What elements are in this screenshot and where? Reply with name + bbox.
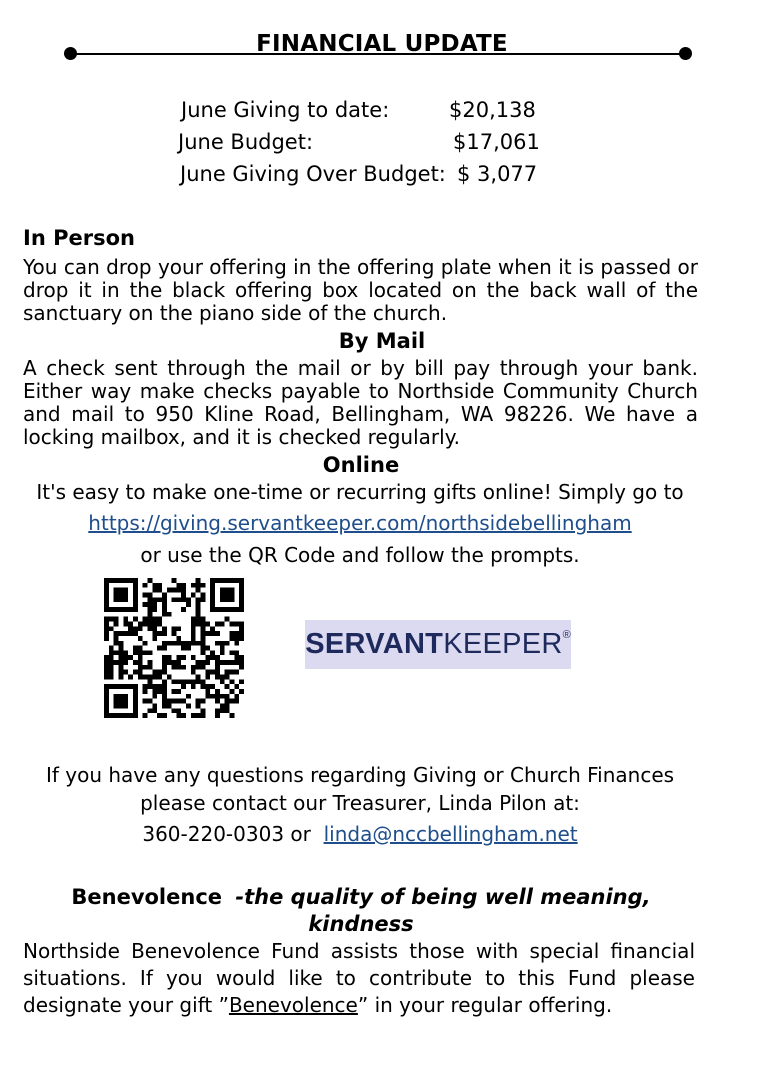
benevolence-tagline: -the quality of being well meaning, [235,885,651,909]
servantkeeper-logo: SERVANT KEEPER ® [305,620,571,669]
contact-line-3 [0,821,720,847]
over-budget-value: $ 3,077 [457,162,538,186]
online-url-line [0,510,720,536]
benevolence-keyword: Benevolence [228,993,358,1017]
benevolence-heading-line [0,884,722,910]
benevolence-tagline-2: kindness [308,912,414,936]
qr-code[interactable] [104,578,244,718]
budget-value: $17,061 [453,130,540,154]
in-person-text: You can drop your offering in the offering plate when it is passed or drop it in the black offering box located on the back wall of the sanctuary on the piano side of the church. [23,255,698,325]
contact-line-1: If you have any questions regarding Giving or Church Finances [45,763,675,787]
budget-label: June Budget: [178,130,314,154]
online-heading: Online [322,453,400,477]
benevolence-heading: Benevolence [71,885,223,909]
benevolence-text: Northside Benevolence Fund assists those with special financial situations. If you would like to contribute to this Fund please designate your gift ”Benevolence” in your regular offering. [23,939,695,1017]
online-qr-instructions: or use the QR Code and follow the prompts. [140,543,580,567]
by-mail-heading: By Mail [338,329,426,353]
giving-to-date-value: $20,138 [449,98,536,122]
page-title: FINANCIAL UPDATE [256,31,508,57]
in-person-heading: In Person [23,226,135,250]
giving-link[interactable]: https://giving.servantkeeper.com/northsidebellingham [88,511,632,535]
by-mail-text: A check sent through the mail or by bill pay through your bank. Either way make checks payable to Northside Community Church and mail to 950 Kline Road, Bellingham, WA 98226. We have a locking mailbox, and it is checked regularly. [23,356,698,449]
contact-line-2: please contact our Treasurer, Linda Pilon at: [140,791,580,815]
giving-to-date-label: June Giving to date: [181,98,390,122]
treasurer-phone: 360-220-0303 or [142,822,311,846]
over-budget-label: June Giving Over Budget: [180,162,446,186]
online-intro: It's easy to make one-time or recurring gifts online! Simply go to [36,480,684,504]
treasurer-email-link[interactable]: linda@nccbellingham.net [323,822,578,846]
